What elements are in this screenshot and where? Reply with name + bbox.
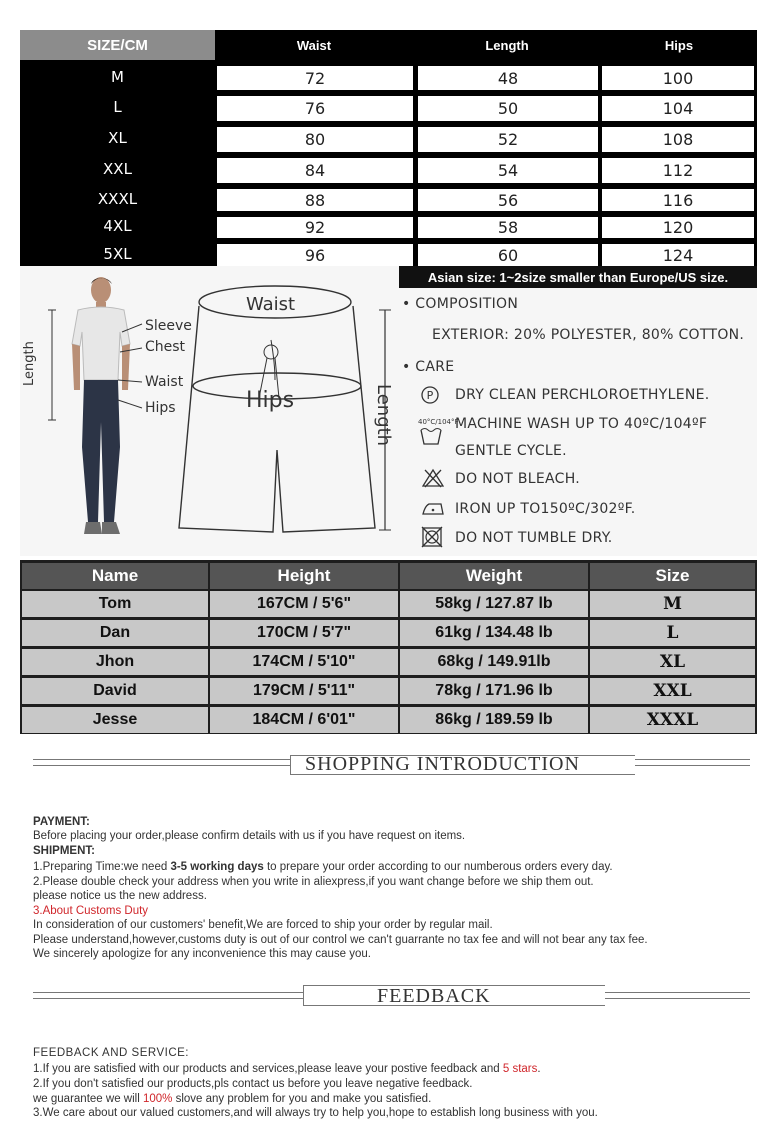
composition-heading: • COMPOSITION	[402, 296, 519, 312]
feedback-line-3: we guarantee we will 100% slove any problem for you and make you satisfied.	[33, 1093, 432, 1105]
model-weight-cell: 58kg / 127.87 lb	[400, 591, 588, 617]
model-length-label: Length	[22, 341, 37, 386]
model-chest-label: Chest	[145, 339, 186, 355]
model-height-cell: 184CM / 6'01"	[210, 707, 398, 733]
hips-value-cell: 112	[602, 158, 754, 183]
model-size-cell: XXL	[590, 678, 755, 704]
length-header-cell: Length	[485, 37, 529, 53]
iron-icon	[421, 500, 445, 516]
size-label-cell: 5XL	[103, 244, 132, 263]
feedback-title: FEEDBACK	[377, 985, 491, 1007]
size-header-cell: Size	[590, 563, 755, 589]
payment-text: Before placing your order,please confirm details with us if you have request on items.	[33, 830, 466, 842]
hips-value-cell: 116	[602, 189, 754, 211]
no-bleach-icon	[422, 468, 444, 488]
model-height-cell: 170CM / 5'7"	[210, 620, 398, 646]
model-size-cell: M	[590, 591, 755, 617]
shipment-line-3: please notice us the new address.	[33, 890, 207, 902]
hips-value-cell: 100	[602, 66, 754, 90]
care-item-1-text: DRY CLEAN PERCHLOROETHYLENE.	[455, 387, 710, 403]
payment-heading: PAYMENT:	[33, 816, 90, 828]
shorts-length-label: Length	[373, 384, 394, 447]
model-name-cell: Jesse	[22, 707, 208, 733]
customs-line-1: In consideration of our customers' benefit,We are forced to ship your order by regular mail.	[33, 919, 493, 931]
model-weight-cell: 78kg / 171.96 lb	[400, 678, 588, 704]
model-height-cell: 174CM / 5'10"	[210, 649, 398, 675]
feedback-line-2: 2.If you don't satisfied our products,pls contact us before you leave negative feedback.	[33, 1078, 473, 1090]
working-days-text: 3-5 working days	[170, 861, 264, 873]
model-waist-label: Waist	[145, 374, 184, 390]
height-header-cell: Height	[210, 563, 398, 589]
waist-value-cell: 72	[217, 66, 413, 90]
model-height-cell: 167CM / 5'6"	[210, 591, 398, 617]
care-item-6-text: DO NOT TUMBLE DRY.	[455, 530, 613, 546]
length-value-cell: 56	[418, 189, 598, 211]
waist-header-cell: Waist	[296, 37, 332, 53]
length-value-cell: 50	[418, 96, 598, 121]
product-info-panel	[20, 266, 757, 556]
dry-clean-p-icon	[421, 386, 439, 404]
care-item-5-text: IRON UP TO150ºC/302ºF.	[455, 501, 636, 517]
model-size-cell: XL	[590, 649, 755, 675]
waist-value-cell: 84	[217, 158, 413, 183]
length-value-cell: 60	[418, 244, 598, 266]
hips-value-cell: 108	[602, 127, 754, 152]
hundred-percent-text: 100%	[142, 1093, 173, 1105]
size-chart-table	[20, 30, 757, 266]
model-name-cell: Tom	[22, 591, 208, 617]
size-row	[20, 155, 757, 183]
length-value-cell: 54	[418, 158, 598, 183]
shipment-heading: SHIPMENT:	[33, 845, 95, 857]
hips-header-cell: Hips	[664, 37, 694, 53]
name-header-cell: Name	[22, 563, 208, 589]
model-weight-cell: 61kg / 134.48 lb	[400, 620, 588, 646]
size-label-cell: M	[111, 67, 124, 86]
shorts-waist-label: Waist	[246, 294, 296, 315]
customs-duty-heading: 3.About Customs Duty	[33, 905, 149, 917]
svg-text:P: P	[426, 389, 434, 402]
shopping-introduction-title: SHOPPING INTRODUCTION	[305, 753, 580, 775]
customs-line-3: We sincerely apologize for any inconvenience this may cause you.	[33, 948, 371, 960]
feedback-line-4: 3.We care about our valued customers,and will always try to help you,hope to establish long business with you.	[33, 1107, 598, 1119]
waist-value-cell: 80	[217, 127, 413, 152]
waist-value-cell: 96	[217, 244, 413, 266]
waist-value-cell: 92	[217, 217, 413, 238]
customs-line-2: Please understand,however,customs duty is out of our control we can't guarrante no tax fee and will not bear any tax fee.	[33, 934, 648, 946]
size-row	[20, 241, 757, 266]
size-label-cell: L	[113, 98, 122, 116]
size-row	[20, 214, 757, 238]
wash-temp-small-text: 40°C/104°F	[418, 418, 459, 426]
size-header-cell: SIZE/CM	[20, 30, 215, 60]
size-label-cell: XXL	[103, 160, 132, 178]
waist-value-cell: 88	[217, 189, 413, 211]
model-hips-label: Hips	[145, 400, 176, 416]
model-size-cell: XXXL	[590, 707, 755, 733]
care-item-3-text: GENTLE CYCLE.	[455, 443, 567, 459]
composition-text: EXTERIOR: 20% POLYESTER, 80% COTTON.	[432, 327, 745, 343]
weight-header-cell: Weight	[400, 563, 588, 589]
model-name-cell: David	[22, 678, 208, 704]
feedback-line-1: 1.If you are satisfied with our products and services,please leave your postive feedback and 5 stars.	[33, 1063, 541, 1075]
feedback-heading: FEEDBACK AND SERVICE:	[33, 1047, 189, 1059]
length-value-cell: 58	[418, 217, 598, 238]
size-label-cell: 4XL	[103, 217, 132, 235]
model-person-image	[72, 277, 130, 534]
care-heading: • CARE	[402, 359, 455, 375]
hips-value-cell: 124	[602, 244, 754, 266]
size-row	[20, 93, 757, 121]
no-tumble-dry-icon	[421, 526, 443, 548]
model-sleeve-label: Sleeve	[145, 318, 192, 334]
shorts-hips-label: Hips	[246, 388, 295, 413]
care-item-2-text: MACHINE WASH UP TO 40ºC/104ºF	[455, 416, 708, 432]
size-row	[20, 124, 757, 152]
care-item-4-text: DO NOT BLEACH.	[455, 471, 581, 487]
size-row	[20, 186, 757, 211]
model-height-cell: 179CM / 5'11"	[210, 678, 398, 704]
length-value-cell: 52	[418, 127, 598, 152]
size-label-cell: XXXL	[97, 189, 138, 208]
asian-size-note: Asian size: 1~2size smaller than Europe/US size.	[399, 266, 757, 288]
hips-value-cell: 120	[602, 217, 754, 238]
shipment-line-2: 2.Please double check your address when you write in aliexpress,if you want change before we ship them out.	[33, 876, 594, 888]
five-stars-text: 5 stars	[502, 1063, 538, 1075]
model-weight-cell: 86kg / 189.59 lb	[400, 707, 588, 733]
model-name-cell: Dan	[22, 620, 208, 646]
length-value-cell: 48	[418, 66, 598, 90]
model-figure	[30, 272, 150, 557]
hips-value-cell: 104	[602, 96, 754, 121]
model-weight-cell: 68kg / 149.91lb	[400, 649, 588, 675]
model-size-cell: L	[590, 620, 755, 646]
shipment-line-1: 1.Preparing Time:we need 3-5 working days to prepare your order according to our numberous orders every day.	[33, 861, 613, 873]
size-label-cell: XL	[108, 129, 127, 147]
waist-value-cell: 76	[217, 96, 413, 121]
size-row	[20, 63, 757, 90]
model-name-cell: Jhon	[22, 649, 208, 675]
model-size-table	[20, 560, 757, 734]
